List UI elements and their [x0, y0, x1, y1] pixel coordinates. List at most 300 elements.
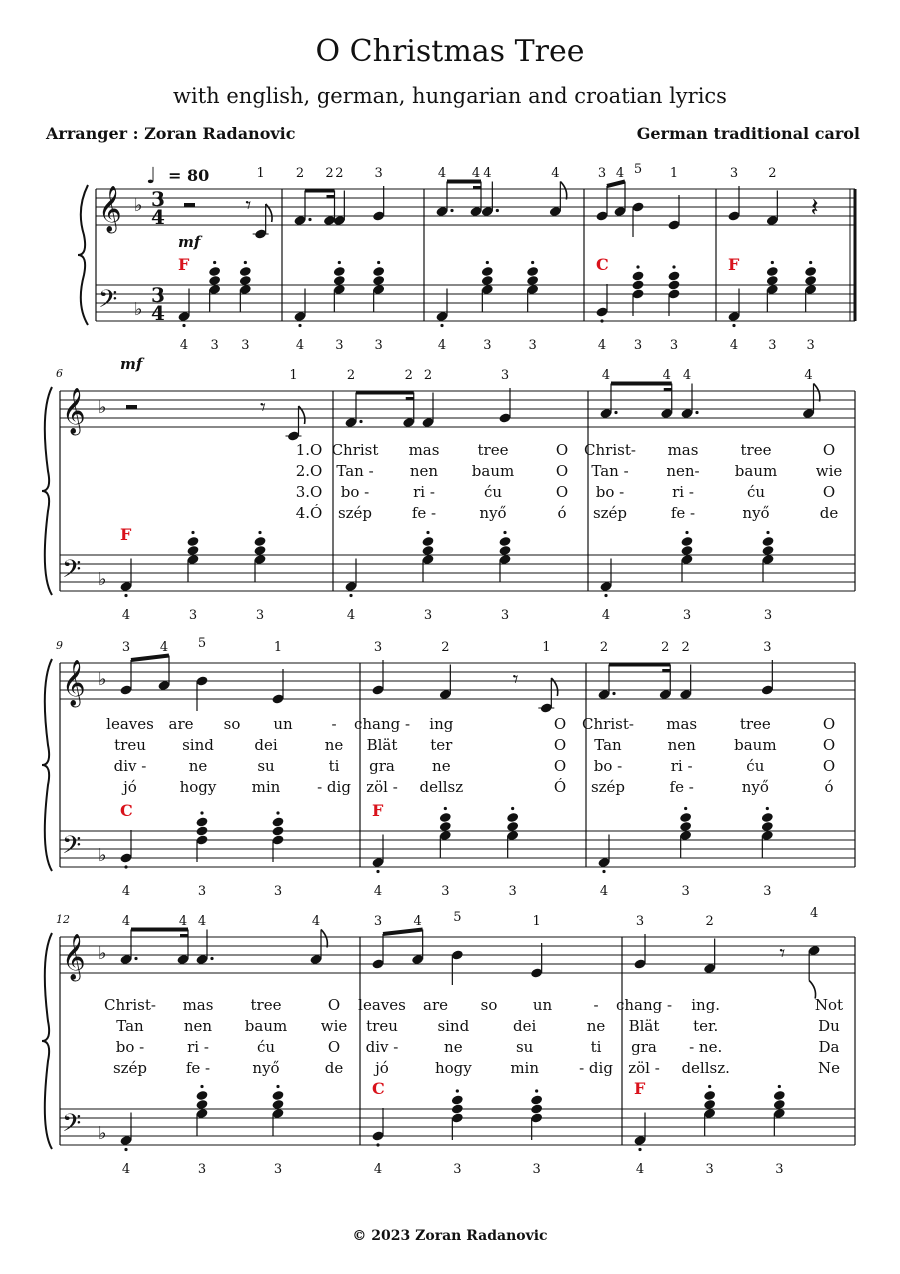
- lyric-syllable: O: [822, 757, 836, 775]
- fingering: 2: [599, 640, 609, 655]
- fingering: 2: [705, 914, 714, 929]
- staccato-dot: [602, 870, 605, 873]
- lyric-syllable: -: [331, 715, 337, 733]
- brace: [42, 933, 52, 1149]
- bass-fingering: 4: [437, 338, 447, 353]
- staccato-dot: [124, 865, 127, 868]
- bass-fingering: 3: [273, 884, 283, 899]
- lyric-syllable: ing.: [691, 996, 721, 1014]
- lyric-syllable: Blät: [366, 736, 398, 754]
- beam: [607, 182, 625, 187]
- chord-symbol: F: [634, 1079, 646, 1098]
- lyric-syllable: so: [480, 996, 498, 1014]
- bass-clef-icon: 𝄢: [62, 831, 82, 866]
- bass-chord-note: [481, 266, 494, 277]
- bass-chord-note: [195, 825, 208, 836]
- lyric-syllable: szép: [592, 504, 628, 522]
- bass-chord-note: [186, 536, 199, 547]
- fingering: 1: [289, 368, 298, 383]
- fingering: 3: [373, 914, 383, 929]
- dot: [695, 411, 698, 414]
- staccato-dot: [191, 531, 194, 534]
- fingering: 2: [404, 368, 413, 383]
- dot: [612, 692, 615, 695]
- bass-fingering: 3: [500, 608, 510, 623]
- lyric-syllable: Tan -: [336, 462, 374, 480]
- lyric-syllable: Christ: [331, 441, 379, 459]
- lyric-syllable: bo -: [115, 1038, 145, 1056]
- flag: ⸝: [813, 395, 814, 397]
- lyric-syllable: zöl -: [628, 1059, 660, 1077]
- bass-fingering: 3: [763, 884, 772, 899]
- lyric-syllable: 4.Ó: [295, 504, 323, 522]
- flag: [321, 930, 327, 948]
- lyric-syllable: ri -: [413, 483, 435, 501]
- staccato-dot: [511, 807, 514, 810]
- lyric-syllable: mas: [666, 715, 698, 733]
- lyric-syllable: szép: [112, 1059, 148, 1077]
- bass-chord-note: [703, 1090, 716, 1101]
- tempo-note-icon: ♩: [146, 164, 157, 189]
- lyric-syllable: mas: [408, 441, 440, 459]
- bass-fingering: 3: [768, 338, 777, 353]
- fingering: 2: [441, 640, 450, 655]
- lyric-syllable: O: [555, 483, 569, 501]
- staccato-dot: [200, 1085, 203, 1088]
- lyric-syllable: bo -: [595, 483, 625, 501]
- lyric-syllable: chang -: [353, 715, 411, 733]
- lyric-syllable: dei: [254, 736, 278, 754]
- bass-chord-note: [761, 536, 774, 547]
- lyric-syllable: 2.O: [295, 462, 323, 480]
- eighth-rest-icon: 𝄾: [245, 193, 252, 219]
- lyric-syllable: chang -: [615, 996, 673, 1014]
- staccato-dot: [503, 531, 506, 534]
- fingering: 3: [597, 166, 607, 181]
- lyric-syllable: baum: [734, 462, 778, 480]
- fingering: 4: [413, 914, 422, 929]
- bass-fingering: 3: [669, 338, 679, 353]
- bass-chord-note: [679, 821, 692, 832]
- bass-chord-note: [421, 545, 434, 556]
- lyric-syllable: nyő: [479, 504, 507, 522]
- lyric-syllable: Blät: [628, 1017, 660, 1035]
- staccato-dot: [377, 261, 380, 264]
- treble-clef-icon: 𝄞: [62, 388, 86, 434]
- lyric-syllable: are: [423, 996, 448, 1014]
- lyric-syllable: sind: [182, 736, 214, 754]
- bass-fingering: 4: [121, 608, 131, 623]
- bass-clef-icon: 𝄢: [62, 555, 82, 590]
- bass-chord-note: [680, 536, 693, 547]
- lyric-syllable: - dig: [317, 778, 351, 796]
- fingering: 1: [542, 640, 551, 655]
- staccato-dot: [349, 594, 352, 597]
- lyric-syllable: ne: [432, 757, 451, 775]
- dot: [450, 209, 453, 212]
- fingering: 2: [661, 640, 670, 655]
- lyric-syllable: dellsz: [419, 778, 464, 796]
- lyric-syllable: fe -: [411, 504, 437, 522]
- flag: ⸝: [298, 418, 299, 419]
- lyric-syllable: dellsz.: [681, 1059, 730, 1077]
- composer-credit: German traditional carol: [636, 124, 860, 143]
- lyric-syllable: Ne: [817, 1059, 841, 1077]
- lyric-syllable: nyő: [252, 1059, 280, 1077]
- bass-fingering: 3: [423, 608, 433, 623]
- staccato-dot: [276, 811, 279, 814]
- bass-fingering: 3: [335, 338, 344, 353]
- bass-chord-note: [766, 275, 779, 286]
- lyric-syllable: szép: [590, 778, 626, 796]
- staccato-dot: [766, 807, 769, 810]
- treble-clef-icon: 𝄞: [62, 934, 86, 980]
- fingering: 4: [197, 914, 207, 929]
- staccato-dot: [638, 1148, 641, 1151]
- lyric-syllable: nen: [667, 736, 696, 754]
- staccato-dot: [124, 1148, 127, 1151]
- bass-chord-note: [761, 821, 774, 832]
- bass-chord-note: [186, 545, 199, 556]
- lyric-syllable: ću: [746, 483, 766, 501]
- dot: [210, 957, 213, 960]
- staccato-dot: [338, 261, 341, 264]
- fingering: 5: [197, 636, 207, 651]
- lyric-syllable: gra: [631, 1038, 657, 1056]
- bass-fingering: 3: [241, 338, 250, 353]
- bass-chord-note: [804, 266, 817, 277]
- bass-chord-note: [667, 270, 680, 281]
- flat-key-signature-icon: ♭: [98, 1123, 107, 1144]
- fingering: 3: [763, 640, 772, 655]
- bass-fingering: 4: [373, 1162, 383, 1177]
- time-signature-bottom: 4: [151, 205, 165, 229]
- lyric-syllable: mas: [182, 996, 214, 1014]
- fingering: 3: [729, 166, 739, 181]
- chord-symbol: C: [120, 801, 133, 820]
- lyric-syllable: Da: [818, 1038, 840, 1056]
- bass-chord-note: [253, 536, 266, 547]
- bass-fingering: 3: [374, 338, 383, 353]
- fingering: 3: [635, 914, 645, 929]
- lyric-syllable: O: [822, 483, 836, 501]
- bass-fingering: 3: [197, 1162, 207, 1177]
- bass-fingering: 4: [121, 1162, 131, 1177]
- bass-chord-note: [761, 545, 774, 556]
- lyric-syllable: hogy: [179, 778, 217, 796]
- lyric-syllable: jó: [123, 778, 137, 796]
- flat-key-signature-icon: ♭: [98, 943, 107, 964]
- fingering: 2: [325, 166, 334, 181]
- eighth-rest-icon: 𝄾: [260, 395, 266, 421]
- bass-chord-note: [208, 266, 221, 277]
- lyric-syllable: Ó: [553, 778, 567, 796]
- bass-chord-note: [680, 545, 693, 556]
- lyric-syllable: un: [273, 715, 293, 733]
- bass-chord-note: [530, 1094, 543, 1105]
- bass-fingering: 3: [508, 884, 517, 899]
- lyric-syllable: Tan: [116, 1017, 144, 1035]
- brace: [78, 185, 88, 325]
- fingering: 3: [500, 368, 510, 383]
- bass-chord-note: [333, 266, 346, 277]
- fingering: 2: [423, 368, 433, 383]
- lyric-syllable: -: [593, 996, 599, 1014]
- chord-symbol: F: [120, 525, 132, 544]
- bass-fingering: 4: [635, 1162, 645, 1177]
- lyric-syllable: ri -: [672, 483, 694, 501]
- staccato-dot: [684, 807, 687, 810]
- flag: [814, 384, 820, 402]
- staccato-dot: [531, 261, 534, 264]
- flat-key-signature-icon: ♭: [98, 845, 107, 866]
- bass-chord-note: [253, 545, 266, 556]
- beam: [131, 656, 169, 661]
- lyric-syllable: ću: [256, 1038, 276, 1056]
- lyric-syllable: ću: [483, 483, 503, 501]
- flag: ⸝: [265, 216, 267, 217]
- lyric-syllable: fe -: [670, 504, 696, 522]
- bass-fingering: 3: [453, 1162, 462, 1177]
- staccato-dot: [200, 811, 203, 814]
- fingering: 2: [335, 166, 344, 181]
- lyric-syllable: - dig: [579, 1059, 613, 1077]
- lyric-syllable: nen: [409, 462, 439, 480]
- arranger-credit: Arranger : Zoran Radanovic: [46, 124, 296, 143]
- lyric-syllable: div -: [365, 1038, 399, 1056]
- fingering: 2: [295, 166, 305, 181]
- flag: ⸝: [551, 690, 552, 691]
- measure-number: 12: [56, 913, 70, 926]
- lyric-syllable: leaves: [358, 996, 406, 1014]
- chord-symbol: C: [596, 255, 609, 274]
- lyric-syllable: fe -: [185, 1059, 211, 1077]
- fingering: 2: [768, 166, 777, 181]
- staccato-dot: [456, 1089, 459, 1092]
- staccato-dot: [685, 531, 688, 534]
- lyric-syllable: ri -: [670, 757, 693, 775]
- staccato-dot: [535, 1089, 538, 1092]
- copyright-footer: © 2023 Zoran Radanovic: [352, 1228, 548, 1244]
- bass-clef-icon: 𝄢: [98, 285, 118, 320]
- bass-chord-note: [333, 275, 346, 286]
- staccato-dot: [486, 261, 489, 264]
- fingering: 4: [804, 368, 813, 383]
- flag: ⸝: [560, 193, 561, 195]
- lyric-syllable: hogy: [434, 1059, 472, 1077]
- brace: [42, 659, 52, 871]
- lyric-syllable: mas: [667, 441, 699, 459]
- bass-chord-note: [271, 825, 284, 836]
- flat-key-signature-icon: ♭: [98, 397, 107, 418]
- bass-chord-note: [631, 279, 644, 290]
- lyric-syllable: - ne.: [689, 1038, 723, 1056]
- lyric-syllable: bo -: [593, 757, 623, 775]
- fingering: 3: [373, 640, 383, 655]
- lyric-syllable: min: [510, 1059, 540, 1077]
- lyric-syllable: treu: [366, 1017, 398, 1035]
- lyric-syllable: wie: [815, 462, 843, 480]
- dot: [134, 957, 137, 960]
- staccato-dot: [258, 531, 261, 534]
- bass-chord-note: [439, 812, 452, 823]
- fingering: 4: [159, 640, 169, 655]
- eighth-rest-icon: 𝄾: [779, 941, 786, 967]
- bass-chord-note: [773, 1099, 786, 1110]
- bass-chord-note: [526, 266, 539, 277]
- lyric-syllable: tree: [250, 996, 282, 1014]
- fingering: 4: [810, 906, 819, 921]
- lyric-syllable: so: [223, 715, 241, 733]
- bass-fingering: 3: [441, 884, 450, 899]
- bass-chord-note: [498, 536, 511, 547]
- staccato-dot: [732, 324, 735, 327]
- bass-chord-note: [506, 812, 519, 823]
- staccato-dot: [444, 807, 447, 810]
- bass-chord-note: [804, 275, 817, 286]
- fingering: 4: [471, 166, 481, 181]
- dot: [496, 209, 499, 212]
- lyric-syllable: Christ-: [582, 715, 634, 733]
- lyric-syllable: ri -: [187, 1038, 209, 1056]
- bass-chord-note: [439, 821, 452, 832]
- staccato-dot: [778, 1085, 781, 1088]
- lyric-syllable: ter.: [693, 1017, 719, 1035]
- lyric-syllable: min: [251, 778, 281, 796]
- bass-chord-note: [208, 275, 221, 286]
- lyric-syllable: su: [257, 757, 275, 775]
- time-signature-top: 3: [151, 187, 165, 211]
- bass-fingering: 4: [121, 884, 131, 899]
- lyric-syllable: O: [553, 757, 567, 775]
- bass-fingering: 3: [188, 608, 198, 623]
- bass-chord-note: [506, 821, 519, 832]
- bass-chord-note: [498, 545, 511, 556]
- lyric-syllable: baum: [734, 736, 777, 754]
- lyric-syllable: su: [515, 1038, 534, 1056]
- lyric-syllable: Not: [814, 996, 844, 1014]
- lyric-syllable: leaves: [106, 715, 154, 733]
- lyric-syllable: szép: [337, 504, 373, 522]
- bass-fingering: 4: [373, 884, 383, 899]
- fingering: 4: [311, 914, 321, 929]
- lyric-syllable: dei: [513, 1017, 537, 1035]
- fingering: 4: [178, 914, 188, 929]
- chord-symbol: C: [372, 1079, 385, 1098]
- fingering: 5: [453, 910, 462, 925]
- lyric-syllable: O: [327, 996, 341, 1014]
- bass-chord-note: [481, 275, 494, 286]
- quarter-rest-icon: 𝄽: [810, 193, 819, 223]
- fingering: 1: [256, 166, 265, 181]
- bass-fingering: 3: [633, 338, 643, 353]
- chord-symbol: F: [372, 801, 384, 820]
- lyric-syllable: tree: [739, 715, 771, 733]
- lyric-syllable: fe -: [669, 778, 694, 796]
- bass-fingering: 4: [729, 338, 739, 353]
- fingering: 3: [374, 166, 383, 181]
- lyric-syllable: nyő: [741, 778, 769, 796]
- lyric-syllable: Christ-: [584, 441, 636, 459]
- lyric-syllable: ó: [557, 504, 567, 522]
- lyric-syllable: ću: [746, 757, 765, 775]
- bass-chord-note: [239, 266, 252, 277]
- lyric-syllable: wie: [320, 1017, 348, 1035]
- bass-chord-note: [195, 816, 208, 827]
- lyric-syllable: ne: [324, 736, 344, 754]
- bass-fingering: 3: [210, 338, 219, 353]
- fingering: 4: [662, 368, 671, 383]
- bass-chord-note: [195, 1090, 208, 1101]
- bass-fingering: 3: [273, 1162, 283, 1177]
- lyric-syllable: ter: [430, 736, 453, 754]
- bass-fingering: 3: [197, 884, 207, 899]
- staccato-dot: [809, 261, 812, 264]
- lyric-syllable: ne: [586, 1017, 606, 1035]
- staccato-dot: [440, 324, 443, 327]
- lyric-syllable: O: [555, 441, 569, 459]
- bass-chord-note: [372, 266, 385, 277]
- time-signature-top: 3: [151, 283, 165, 307]
- bass-fingering: 3: [528, 338, 537, 353]
- bass-chord-note: [372, 275, 385, 286]
- bass-chord-note: [761, 812, 774, 823]
- bass-chord-note: [703, 1099, 716, 1110]
- staccato-dot: [213, 261, 216, 264]
- lyric-syllable: O: [555, 462, 569, 480]
- lyric-syllable: nyő: [742, 504, 770, 522]
- dot: [308, 218, 311, 221]
- staccato-dot: [124, 594, 127, 597]
- flat-key-signature-icon: ♭: [134, 299, 143, 320]
- bass-chord-note: [195, 1099, 208, 1110]
- fingering: 5: [633, 162, 643, 177]
- brace: [42, 387, 52, 595]
- staccato-dot: [298, 324, 301, 327]
- bass-clef-icon: 𝄢: [62, 1109, 82, 1144]
- bass-fingering: 3: [705, 1162, 714, 1177]
- bass-fingering: 3: [532, 1162, 541, 1177]
- lyric-syllable: treu: [114, 736, 146, 754]
- lyric-syllable: zöl -: [366, 778, 398, 796]
- lyric-syllable: are: [168, 715, 194, 733]
- lyric-syllable: de: [324, 1059, 344, 1077]
- song-title: O Christmas Tree: [315, 34, 585, 69]
- bass-fingering: 4: [597, 338, 607, 353]
- flat-key-signature-icon: ♭: [134, 195, 143, 216]
- staccato-dot: [636, 265, 639, 268]
- bass-fingering: 3: [806, 338, 815, 353]
- bass-chord-note: [631, 270, 644, 281]
- flat-key-signature-icon: ♭: [98, 569, 107, 590]
- lyric-syllable: nen-: [666, 462, 700, 480]
- measure-number: 6: [56, 367, 63, 380]
- bass-chord-note: [421, 536, 434, 547]
- fingering: 4: [121, 914, 131, 929]
- measure-number: 9: [56, 639, 63, 652]
- flag: ⸝: [321, 941, 322, 943]
- fingering: 2: [346, 368, 356, 383]
- bass-fingering: 3: [483, 338, 492, 353]
- flag: [560, 182, 566, 200]
- lyric-syllable: O: [553, 715, 567, 733]
- staccato-dot: [182, 324, 185, 327]
- lyric-syllable: O: [822, 441, 836, 459]
- staccato-dot: [708, 1085, 711, 1088]
- beam: [383, 930, 423, 935]
- lyric-syllable: nen: [183, 1017, 213, 1035]
- fingering: 4: [682, 368, 692, 383]
